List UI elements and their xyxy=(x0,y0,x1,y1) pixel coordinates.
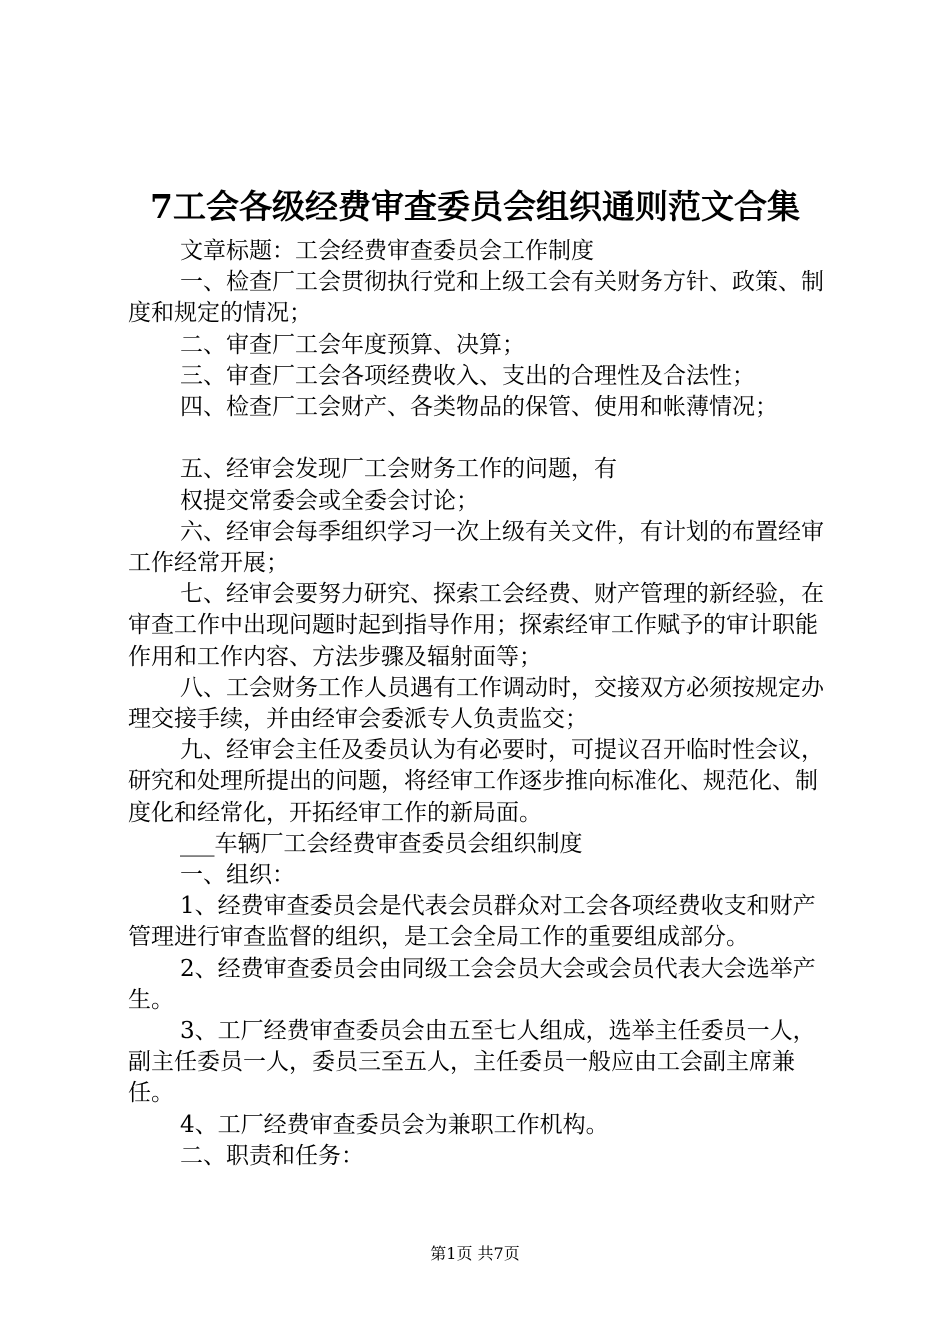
paragraph: 二、职责和任务： xyxy=(180,1142,364,1169)
paragraph: 3、工厂经费审查委员会由五至七人组成，选举主任委员一人，副主任委员一人，委员三至五人，主任委员一般应由工会副主席兼任。 xyxy=(128,1018,816,1107)
paragraph: 六、经审会每季组织学习一次上级有关文件，有计划的布置经审工作经常开展； xyxy=(128,518,824,577)
paragraph: ___车辆厂工会经费审查委员会组织制度 xyxy=(180,830,583,857)
document-title: 7工会各级经费审查委员会组织通则范文合集 xyxy=(150,187,800,226)
document-body xyxy=(128,236,833,1172)
paragraph: 二、审查厂工会年度预算、决算； xyxy=(180,331,525,358)
page-footer: 第1页 共7页 xyxy=(430,1244,520,1263)
paragraph: 4、工厂经费审查委员会为兼职工作机构。 xyxy=(180,1111,609,1138)
paragraph: 2、经费审查委员会由同级工会会员大会或会员代表大会选举产生。 xyxy=(128,955,816,1013)
paragraph: 文章标题：工会经费审查委员会工作制度 xyxy=(180,238,594,264)
paragraph: 一、检查厂工会贯彻执行党和上级工会有关财务方针、政策、制度和规定的情况； xyxy=(128,269,824,327)
paragraph: 八、工会财务工作人员遇有工作调动时，交接双方必须按规定办理交接手续，并由经审会委派专人负责监交； xyxy=(128,674,824,733)
paragraph: 七、经审会要努力研究、探索工会经费、财产管理的新经验，在审查工作中出现问题时起到指导作用；探索经审工作赋予的审计职能作用和工作内容、方法步骤及辐射面等； xyxy=(128,581,824,670)
paragraph: 权提交常委会或全委会讨论； xyxy=(180,487,479,514)
paragraph: 四、检查厂工会财产、各类物品的保管、使用和帐薄情况； xyxy=(180,394,778,421)
paragraph: 一、组织： xyxy=(180,862,295,889)
paragraph: 五、经审会发现厂工会财务工作的问题，有 xyxy=(180,456,617,483)
paragraph: 三、审查厂工会各项经费收入、支出的合理性及合法性； xyxy=(180,362,755,389)
paragraph: 1、经费审查委员会是代表会员群众对工会各项经费收支和财产管理进行审查监督的组织，是工会全局工作的重要组成部分。 xyxy=(128,893,816,951)
paragraph xyxy=(128,423,833,454)
paragraph: 九、经审会主任及委员认为有必要时，可提议召开临时性会议，研究和处理所提出的问题，将经审工作逐步推向标准化、规范化、制度化和经常化，开拓经审工作的新局面。 xyxy=(128,737,824,826)
